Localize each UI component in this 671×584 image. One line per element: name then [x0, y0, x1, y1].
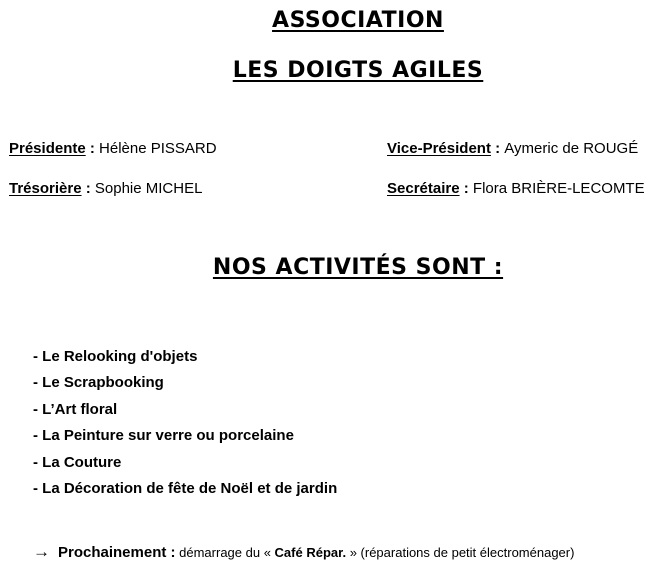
president-colon: :	[85, 140, 100, 157]
page-title: ASSOCIATION	[272, 8, 444, 33]
secretary-name: Flora BRIÈRE-LECOMTE	[472, 180, 645, 197]
arrow-right-icon: →	[33, 542, 50, 561]
secretary-label: Secrétaire	[387, 180, 460, 197]
list-item: - La Peinture sur verre ou porcelaine	[33, 427, 294, 445]
upcoming-line	[33, 542, 574, 562]
upcoming-text-before: démarrage du «	[175, 545, 275, 560]
vice-president-colon: :	[490, 140, 505, 157]
secretary-colon: :	[459, 180, 473, 197]
treasurer-line	[9, 180, 202, 197]
secretary-line	[387, 180, 645, 197]
list-item: - Le Scrapbooking	[33, 374, 164, 392]
association-name: LES DOIGTS AGILES	[232, 58, 484, 83]
vice-president-name: Aymeric de ROUGÉ	[504, 140, 639, 157]
president-label: Présidente	[9, 140, 86, 157]
cafe-repar-name: Café Répar.	[274, 545, 347, 560]
president-line	[9, 140, 217, 157]
vice-president-label: Vice-Président	[387, 140, 491, 157]
list-item: - La Couture	[33, 453, 122, 471]
activities-list	[33, 346, 337, 504]
president-name: Hélène PISSARD	[99, 140, 217, 157]
list-item: - L’Art floral	[33, 400, 118, 418]
vice-president-line	[387, 140, 638, 157]
upcoming-label: Prochainement :	[58, 544, 176, 561]
list-item: - La Décoration de fête de Noël et de jardin	[33, 479, 338, 497]
upcoming-text-after: » (réparations de petit électroménager)	[346, 545, 575, 560]
treasurer-colon: :	[81, 180, 95, 197]
treasurer-name: Sophie MICHEL	[94, 180, 203, 197]
treasurer-label: Trésorière	[9, 180, 82, 197]
activities-heading: NOS ACTIVITÉS SONT :	[212, 255, 504, 280]
list-item: - Le Relooking d'objets	[33, 348, 198, 365]
